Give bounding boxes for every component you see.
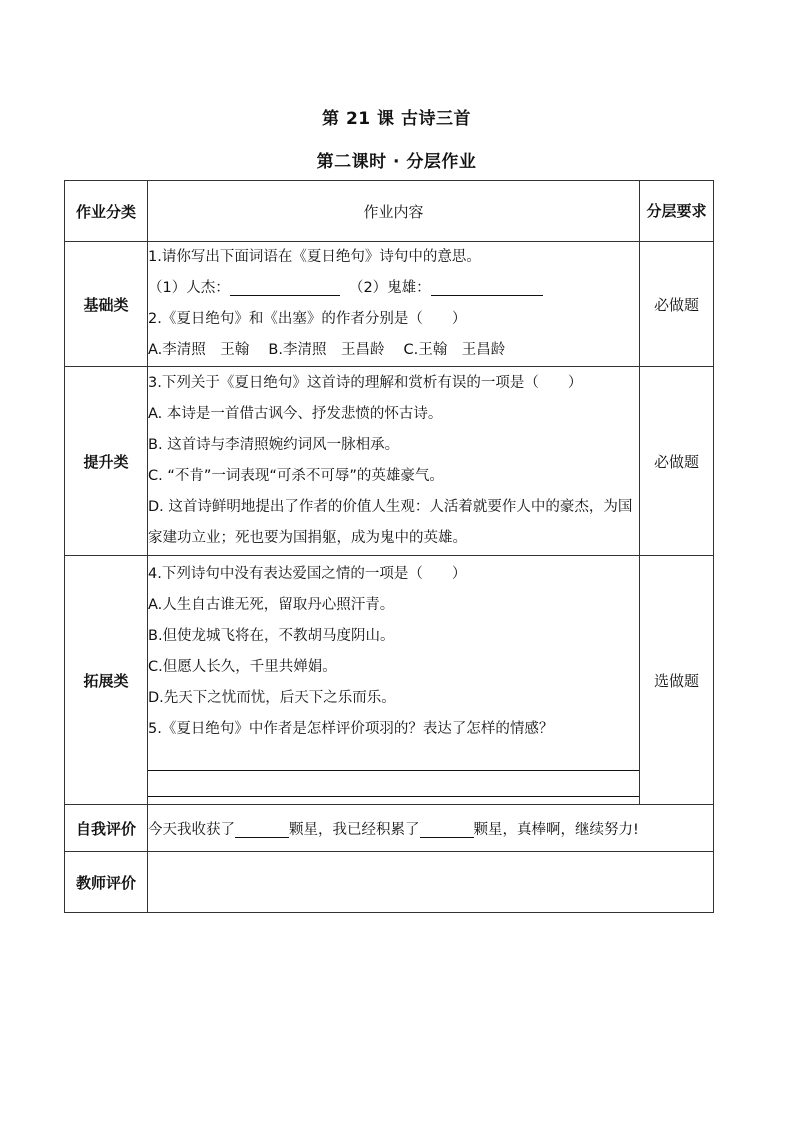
question-3-option-c: C. “不肯”一词表现“可杀不可辱”的英雄豪气。 <box>148 468 444 484</box>
self-eval-text-1: 今天我收获了 <box>148 821 235 838</box>
self-eval-text-3: 颗星，真棒啊，继续努力! <box>473 821 639 838</box>
question-1: 1.请你写出下面词语在《夏日绝句》诗句中的意思。 <box>148 249 481 265</box>
question-3-option-d: D. 这首诗鲜明地提出了作者的价值人生观：人活着就要作人中的豪杰，为国家建功立业；死也要为国捐躯，成为鬼中的英雄。 <box>148 499 633 546</box>
category-teacher-eval: 教师评价 <box>65 852 148 913</box>
table-row-improve <box>65 367 714 556</box>
question-3-option-a: A. 本诗是一首借古讽今、抒发悲愤的怀古诗。 <box>148 406 443 422</box>
category-basic: 基础类 <box>65 242 148 367</box>
question-2: 2.《夏日绝句》和《出塞》的作者分别是（ ） <box>148 311 467 327</box>
answer-line-2[interactable] <box>148 782 639 797</box>
question-4-option-c: C.但愿人长久，千里共婵娟。 <box>148 658 337 675</box>
stars-gained-blank[interactable] <box>235 819 289 838</box>
header-content: 作业内容 <box>148 181 640 242</box>
question-4-option-d: D.先天下之忧而忧，后天下之乐而乐。 <box>148 689 396 706</box>
question-4: 4.下列诗句中没有表达爱国之情的一项是（ ） <box>148 565 467 582</box>
category-improve: 提升类 <box>65 367 148 556</box>
teacher-eval-content[interactable] <box>148 852 714 913</box>
category-self-eval: 自我评价 <box>65 805 148 852</box>
category-extend: 拓展类 <box>65 556 148 805</box>
table-header-row <box>65 181 714 242</box>
answer-line-1[interactable] <box>148 756 639 771</box>
content-improve <box>148 367 640 556</box>
page-title: 第 21 课 古诗三首 <box>322 109 471 129</box>
homework-table <box>64 180 714 913</box>
question-1-parts <box>148 273 639 304</box>
answer-blank-1[interactable] <box>230 277 340 296</box>
level-basic: 必做题 <box>640 242 714 367</box>
question-3: 3.下列关于《夏日绝句》这首诗的理解和赏析有误的一项是（ ） <box>148 375 583 391</box>
header-category: 作业分类 <box>65 181 148 242</box>
self-eval-text-2: 颗星，我已经积累了 <box>289 821 420 838</box>
answer-blank-2[interactable] <box>431 277 543 296</box>
level-extend: 选做题 <box>640 556 714 805</box>
question-4-option-a: A.人生自古谁无死，留取丹心照汗青。 <box>148 596 395 613</box>
header-level: 分层要求 <box>640 181 714 242</box>
level-improve: 必做题 <box>640 367 714 556</box>
table-row-self-eval <box>65 805 714 852</box>
table-row-teacher-eval <box>65 852 714 913</box>
content-extend <box>148 556 640 805</box>
part-2-label: （2）鬼雄： <box>348 280 431 296</box>
self-eval-content <box>148 805 714 852</box>
table-row-basic <box>65 242 714 367</box>
content-basic <box>148 242 640 367</box>
question-2-options: A.李清照 王翰 B.李清照 王昌龄 C.王翰 王昌龄 <box>148 342 506 358</box>
part-1-label: （1）人杰： <box>148 280 230 296</box>
stars-total-blank[interactable] <box>420 819 474 838</box>
question-4-option-b: B.但使龙城飞将在，不教胡马度阴山。 <box>148 627 395 644</box>
question-3-option-b: B. 这首诗与李清照婉约词风一脉相承。 <box>148 437 400 453</box>
table-row-extend <box>65 556 714 805</box>
page-subtitle: 第二课时 · 分层作业 <box>316 152 477 172</box>
question-5: 5.《夏日绝句》中作者是怎样评价项羽的？表达了怎样的情感？ <box>148 720 554 737</box>
